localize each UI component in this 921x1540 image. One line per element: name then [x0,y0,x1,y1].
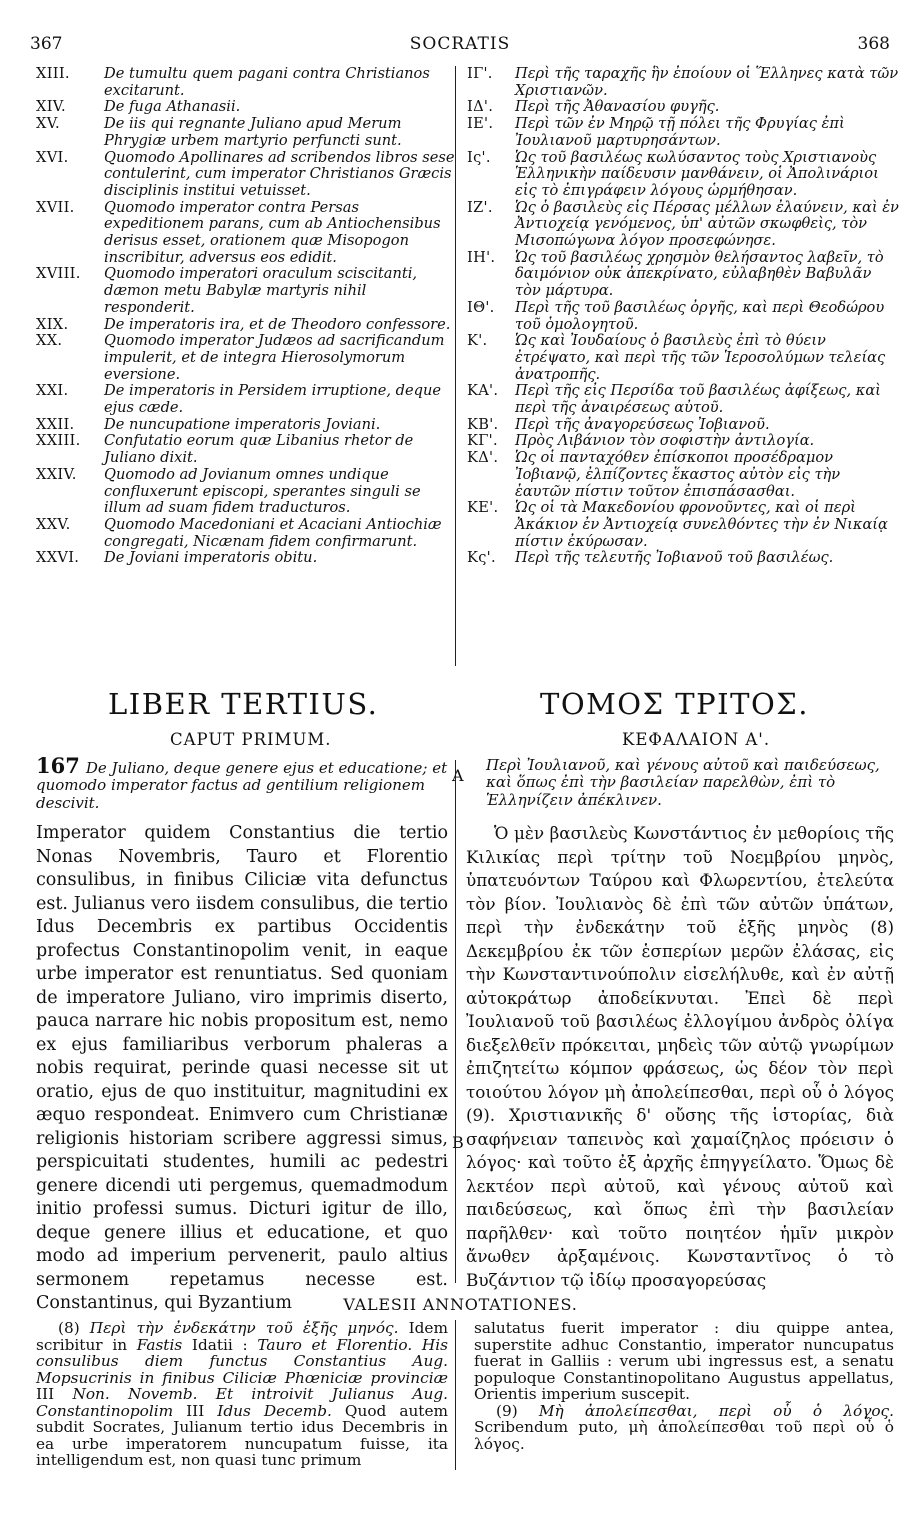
toc-entry-text: Περὶ τῆς ἀναγορεύσεως Ἰοβιανοῦ. [515,415,770,433]
greek-chapter-list [467,66,899,567]
chapter-summary-greek: Περὶ Ἰουλιανοῦ, καὶ γένους αὐτοῦ καὶ παιδεύσεως, καὶ ὅπως ἐπὶ τὴν βασιλείαν παρελθὼν, ἐπὶ τὸ Ἑλληνίζειν ἀπέκλινεν. [486,756,880,809]
note-text: salutatus fuerit imperator : diu quippe antea, superstite adhuc Constantio, imperator nuncupatus fuerat in Galliis : verum ubi ingressus est, a senatu populoque Constantinopolitano Augustus appellatus, Orientis imperium suscepit. [474,1319,894,1403]
toc-entry-text: De imperatoris ira, et de Theodoro confessore. [104,315,451,333]
toc-entry-number: ΙΓ'. [467,65,493,82]
toc-entry-number: ΙΘ'. [467,298,495,316]
annotations-heading: VALESII ANNOTATIONES. [343,1295,578,1314]
toc-entry-text: Περὶ τῆς Ἀθανασίου φυγῆς. [515,98,720,116]
page-number-right: 368 [857,34,890,54]
toc-entry-text: Confutatio eorum quæ Libanius rhetor de Juliano dixit. [104,432,414,467]
toc-entry-number: Κ'. [467,332,488,350]
summary-latin-text: De Juliano, deque genere ejus et educatione; et quomodo imperator factus ad gentilium religionem descivit. [36,759,448,812]
toc-entry-number: ΙΖ'. [467,198,493,216]
toc-entry [467,383,899,416]
note-quote: Idus Decemb. [217,1401,332,1420]
toc-entry-text: Quomodo Apollinares ad scribendos libros sese contulerint, cum imperator Christianos Græcis disciplinis institui vetuisset. [104,148,455,199]
toc-entry [467,333,899,383]
note-text: Fastis [136,1335,183,1354]
toc-entry-text: Ὡς καὶ Ἰουδαίους ὁ βασιλεὺς ἐπὶ τὸ θύειν ἐτρέψατο, καὶ περὶ τῆς τῶν Ἱεροσολύμων τελείας ἀνατροπῆς. [515,332,886,383]
toc-entry-number: XXVI. [36,549,80,567]
toc-entry [36,433,457,466]
toc-entry-text: Περὶ τῶν ἐν Μηρῷ τῇ πόλει τῆς Φρυγίας ἐπὶ Ἰουλιανοῦ μαρτυρησάντων. [515,115,845,149]
note-text: Quod autem subdit Socrates, Julianum tertio idus Decembris in ea urbe imperatorem nuncupatum fuisse, ita intelligendum est, non quasi tunc primum [36,1401,448,1469]
note-text: Idem scribitur in [36,1319,448,1354]
toc-entry [36,266,457,316]
toc-entry-text: Περὶ τῆς εἰς Περσίδα τοῦ βασιλέως ἀφίξεως, καὶ περὶ τῆς ἀναιρέσεως αὐτοῦ. [515,382,881,417]
toc-entry [36,150,457,200]
toc-entry [36,66,457,99]
toc-entry-number: ΙΗ'. [467,248,496,266]
running-title: SOCRATIS [409,34,511,54]
toc-entry-text: Quomodo ad Jovianum omnes undique confluxerunt episcopi, sperantes singuli se illum ad suam fidem traducturos. [104,465,421,517]
toc-entry-number: ΚΓ'. [467,432,498,450]
book-title-latin: LIBER TERTIUS. [108,687,379,721]
toc-entry-text: Ὡς οἱ τὰ Μακεδονίου φρονοῦντες, καὶ οἱ περὶ Ἀκάκιον ἐν Ἀντιοχείᾳ συνελθόντες τὴν ἐν Νικαίᾳ πίστιν ἐκύρωσαν. [515,499,888,550]
body-text-greek: Ὁ μὲν βασιλεὺς Κωνστάντιος ἐν μεθορίοις τῆς Κιλικίας περὶ τρίτην τοῦ Νοεμβρίου μηνὸς, ὑπατευόντων Ταύρου καὶ Φλωρεντίου, ἐτελεύτα τὸν βίον. Ἰουλιανὸς δὲ ἐπὶ τῶν αὐτῶν ὑπάτων, περὶ τὴν ἐνδεκάτην τοῦ ἑξῆς μηνὸς (8) Δεκεμβρίου ἐκ τῶν ἑσπερίων μερῶν ἐλάσας, εἰς τὴν Κωνσταντινούπολιν εἰσελήλυθε, καὶ ἐν αὐτῇ αὐτοκράτωρ ἀποδείκνυται. Ἐπεὶ δὲ περὶ Ἰουλιανοῦ τοῦ βασιλέως ἐλλογίμου ἀνδρὸς ὀλίγα διεξελθεῖν πρόκειται, μηδεὶς τῶν αὐτῷ γνωρίμων ἐπιζητείτω κόμπον φράσεως, ὡς δέον τὸν περὶ τοιούτου λόγον μὴ ἀπολείπεσθαι, περὶ οὗ ὁ λόγος (9). Χριστιανικῆς δ' οὔσης τῆς ἱστορίας, διὰ σαφήνειαν ταπεινὸς καὶ χαμαίζηλος πρόεισιν ὁ λόγος· καὶ τοῦτο ἐξ ἀρχῆς ἐπηγγείλατο. Ὅμως δὲ λεκτέον περὶ αὐτοῦ, καὶ γένους αὐτοῦ καὶ παιδεύσεως, καὶ ὅπως ἐπὶ τὴν βασιλείαν παρῆλθεν· καὶ τοῦτο ποιητέον ἡμῖν μικρὸν ἄνωθεν ἀρξαμένοις. Κωνσταντῖνος ὁ τὸ Βυζάντιον τῷ ἰδίῳ προσαγορεύσας [466,823,894,1290]
toc-entry-text: Quomodo imperator Judæos ad sacrificandum impulerit, et de integra Hierosolymorum eversione. [104,332,445,383]
note-quote: Non. Novemb. Et introivit Julianus Aug. Constantinopolim [36,1385,448,1420]
toc-entry-number: ΙΔ'. [467,98,494,116]
toc-entry-text: Quomodo imperatori oraculum sciscitanti, dæmon metu Babylæ martyris nihil responderit. [104,265,418,316]
toc-entry-number: ΙΕ'. [467,115,494,133]
note-text: III [173,1401,218,1420]
note-lemma-8: Περὶ τὴν ἐνδεκάτην τοῦ ἑξῆς μηνός. [89,1319,399,1337]
toc-entry [467,500,899,550]
toc-entry-text: De Joviani imperatoris obitu. [104,549,318,567]
toc-entry-number: XXI. [36,382,69,400]
toc-entry-number: XXII. [36,415,75,433]
toc-entry-text: Ὡς ὁ βασιλεὺς εἰς Πέρσας μέλλων ἐλαύνειν, καὶ ἐν Ἀντιοχείᾳ γενόμενος, ὑπ' αὐτῶν σκωφθεὶς, τὸν Μισοπώγωνα λόγον προσεφώνησε. [515,198,899,250]
toc-entry-text: De iis qui regnante Juliano apud Merum Phrygiæ urbem martyrio perfuncti sunt. [104,115,402,149]
toc-entry-number: ΚΕ'. [467,499,499,517]
toc-entry [467,433,899,450]
toc-entry [36,200,457,267]
latin-chapter-list [36,66,457,567]
toc-entry-text: Ὡς τοῦ βασιλέως χρησμὸν θελήσαντος λαβεῖν, τὸ δαιμόνιον οὐκ ἀπεκρίνατο, εὐλαβηθὲν Βαβυλᾶν τὸν μάρτυρα. [515,248,884,300]
toc-entry [467,66,899,99]
toc-entry-number: XXIII. [36,432,81,450]
toc-entry-number: XVI. [36,148,69,166]
running-header [30,34,890,56]
toc-entry-number: XVIII. [36,265,81,283]
column-divider-body [455,760,456,1283]
toc-entry-number: XVII. [36,198,75,216]
note-lemma-9: Μὴ ἀπολείπεσθαι, περὶ οὗ ὁ λόγος. [538,1401,894,1420]
toc-entry [467,200,899,250]
note-number-8: (8) [58,1319,80,1337]
toc-entry [36,550,457,567]
toc-entry-number: XIV. [36,98,66,116]
toc-entry-number: Ις'. [467,148,491,166]
toc-entry [36,116,457,149]
margin-marker-a: A [452,766,464,785]
toc-entry-number: XXIV. [36,465,77,483]
page-marker: 167 [36,753,80,778]
toc-entry-text: Ὡς οἱ πανταχόθεν ἐπίσκοποι προσέδραμον Ἰοβιανῷ, ἐλπίζοντες ἕκαστος αὐτὸν εἰς τὴν ἑαυτῶν πίστιν τοῦτον ἐπισπάσασθαι. [515,449,841,500]
toc-entry-number: ΚΒ'. [467,415,499,433]
body-text-latin: Imperator quidem Constantius die tertio Nonas Novembris, Tauro et Florentio consulibus, in finibus Ciliciæ vita defunctus est. Julianus vero iisdem consulibus, die tertio Idus Decembris ex partibus Occidentis profectus Constantinopolim venit, in eaque urbe imperator est renuntiatus. Sed quoniam de imperatore Juliano, viro imprimis diserto, pauca narrare hic nobis propositum est, nemo ex ejus familiaribus verborum phaleras a nobis requirat, perinde quasi necesse sit ut oratio, ejus de quo instituitur, magnitudini ex æquo respondeat. Enimvero cum Christianæ religionis historiam scribere aggressi simus, perspicuitati studentes, humili ac pedestri genere dicendi uti pergemus, quemadmodum initio professi sumus. Dicturi igitur de illo, deque genere illius et educatione, et quo modo ad imperium pervenerit, paulo altius sermonem repetamus necesse est. Constantinus, qui Byzantium [36,823,448,1313]
toc-entry-text: Περὶ τῆς τελευτῆς Ἰοβιανοῦ τοῦ βασιλέως. [515,549,834,567]
toc-entry [467,550,899,567]
toc-entry-text: De fuga Athanasii. [104,98,241,116]
toc-entry [467,99,899,116]
toc-entry-number: XV. [36,115,60,133]
toc-entry-text: Ὡς τοῦ βασιλέως κωλύσαντος τοὺς Χριστιανοὺς Ἑλληνικὴν παίδευσιν μανθάνειν, οἱ Ἀπολινάριοι εἰς τὸ ἐπιγράφειν λόγους ὡρμήθησαν. [515,148,879,199]
toc-entry-text: Περὶ τῆς ταραχῆς ἣν ἐποίουν οἱ Ἕλληνες κατὰ τῶν Χριστιανῶν. [515,65,899,99]
toc-entry-text: Περὶ τῆς τοῦ βασιλέως ὀργῆς, καὶ περὶ Θεοδώρου τοῦ ὁμολογητοῦ. [515,298,885,333]
note-quote: Tauro et Florentio. His consulibus diem functus Constantius Aug. Mopsucrinis in finibus Ciliciæ Phœniciæ provinciæ [36,1335,448,1387]
page-number-left: 367 [30,34,63,54]
toc-entry-number: ΚΑ'. [467,382,499,400]
toc-entry [36,517,457,550]
toc-entry-text: Quomodo imperator contra Persas expeditionem parans, cum ab Antiochensibus derisus esset, orationem quæ Misopogon inscribitur, adversus eos edidit. [104,198,441,266]
toc-entry-text: De nuncupatione imperatoris Joviani. [104,415,381,433]
toc-entry-text: De tumultu quem pagani contra Christianos excitarunt. [104,65,430,99]
toc-entry [467,116,899,149]
column-divider-notes [455,1320,456,1470]
toc-entry [36,417,457,434]
toc-entry-number: Κς'. [467,549,496,567]
toc-entry [467,250,899,300]
toc-entry-text: Quomodo Macedoniani et Acaciani Antiochiæ congregati, Nicænam fidem confirmarunt. [104,515,442,550]
toc-entry [467,450,899,500]
toc-entry [36,317,457,334]
margin-marker-b: B [452,1133,464,1152]
note-text: III [36,1385,73,1403]
toc-entry-number: XXV. [36,515,71,533]
toc-entry [36,99,457,116]
toc-entry-number: XX. [36,332,63,350]
book-title-greek: ΤΟΜΟΣ ΤΡΙΤΟΣ. [540,687,809,721]
chapter-title-latin: CAPUT PRIMUM. [170,730,332,749]
toc-entry-number: XIII. [36,65,70,82]
toc-entry [467,300,899,333]
toc-entry [36,383,457,416]
note-number-9: (9) [496,1401,518,1420]
toc-entry-text: Πρὸς Λιβάνιον τὸν σοφιστὴν ἀντιλογία. [515,432,815,450]
toc-entry-number: ΚΔ'. [467,449,499,467]
toc-entry [36,467,457,517]
toc-entry-text: De imperatoris in Persidem irruptione, deque ejus cæde. [104,382,442,417]
toc-entry [467,150,899,200]
toc-entry-number: XIX. [36,315,69,333]
chapter-summary-latin [36,753,448,812]
chapter-title-greek: ΚΕΦΑΛΑΙΟΝ Α'. [622,730,771,749]
note-text: Scribendum puto, μὴ ἀπολείπεσθαι τοῦ περὶ οὗ ὁ λόγος. [474,1418,894,1453]
toc-entry [467,417,899,434]
note-text: Idatii : [182,1335,258,1354]
annotation-right [474,1320,894,1452]
toc-entry [36,333,457,383]
annotation-left [36,1320,448,1469]
